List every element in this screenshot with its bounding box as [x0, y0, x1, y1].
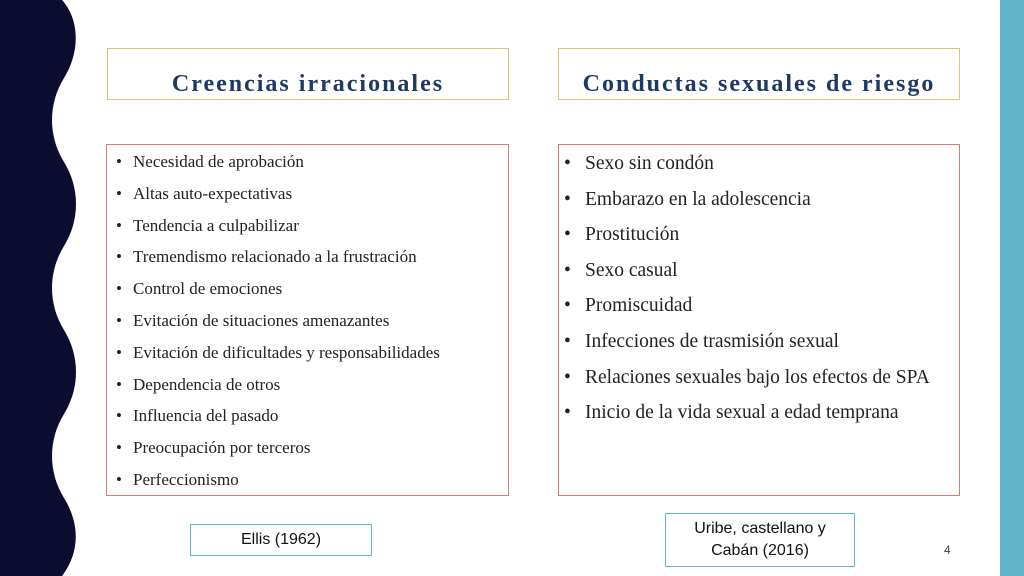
list-item: • Promiscuidad: [564, 292, 959, 319]
left-reference-citation: Ellis (1962): [190, 524, 372, 556]
risk-behaviors-list-box: [558, 144, 960, 496]
risk-behaviors-list: [559, 145, 959, 426]
list-item: • Control de emociones: [116, 278, 508, 300]
list-item: • Influencia del pasado: [116, 405, 508, 427]
right-column-title: Conductas sexuales de riesgo: [558, 48, 960, 100]
decorative-wave-band: [0, 0, 80, 576]
list-item: • Sexo casual: [564, 257, 959, 284]
list-item: • Altas auto-expectativas: [116, 183, 508, 205]
list-item: • Perfeccionismo: [116, 469, 508, 491]
left-column-title: Creencias irracionales: [107, 48, 509, 100]
list-item: • Dependencia de otros: [116, 374, 508, 396]
irrational-beliefs-list-box: [106, 144, 509, 496]
list-item: • Infecciones de trasmisión sexual: [564, 328, 959, 355]
list-item: • Embarazo en la adolescencia: [564, 186, 959, 213]
list-item: • Inicio de la vida sexual a edad temprana: [564, 399, 959, 426]
right-reference-citation: [665, 513, 855, 567]
list-item: • Prostitución: [564, 221, 959, 248]
list-item: • Tremendismo relacionado a la frustración: [116, 246, 508, 268]
list-item: • Necesidad de aprobación: [116, 151, 508, 173]
list-item: • Evitación de situaciones amenazantes: [116, 310, 508, 332]
page-number: 4: [944, 543, 951, 557]
list-item: • Sexo sin condón: [564, 150, 959, 177]
right-reference-line: Cabán (2016): [711, 542, 809, 559]
irrational-beliefs-list: [107, 145, 508, 491]
list-item: • Tendencia a culpabilizar: [116, 215, 508, 237]
list-item: • Evitación de dificultades y responsabilidades: [116, 342, 508, 364]
list-item: • Relaciones sexuales bajo los efectos de SPA: [564, 364, 959, 391]
list-item: • Preocupación por terceros: [116, 437, 508, 459]
right-reference-line: Uribe, castellano y: [694, 520, 826, 537]
decorative-side-bar: [1000, 0, 1024, 576]
